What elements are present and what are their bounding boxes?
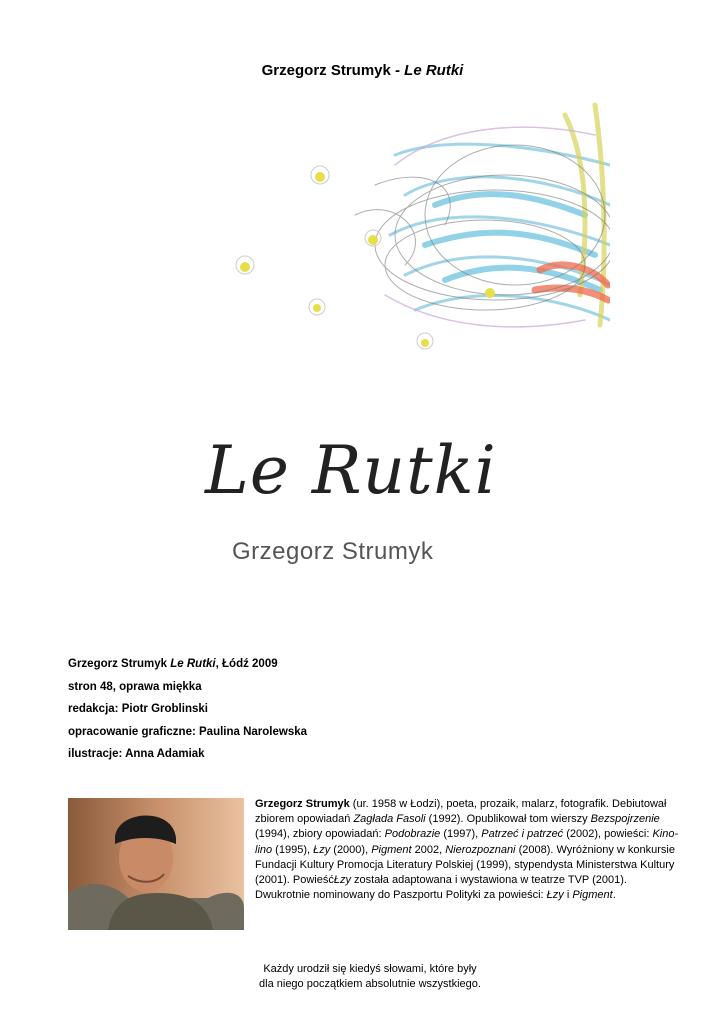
bio-text: (2002), powieści: — [563, 828, 653, 841]
bio-text: (1995), — [272, 843, 314, 856]
bio-text: (1994), zbiory opowiadań: — [255, 828, 385, 841]
bio-text: (2000), — [330, 843, 372, 856]
bio-work-title: Patrzeć i patrzeć — [481, 828, 564, 841]
page-title-book: Le Rutki — [404, 62, 464, 79]
author-bio — [255, 797, 685, 903]
bio-work-title: Łzy — [313, 843, 331, 856]
bio-work-title: Pigment — [371, 843, 412, 856]
bio-text: . — [612, 889, 616, 902]
bio-text: została adaptowana i wystawiona w teatrze TVP (2001). Dwukrotnie nominowany do Paszportu Polityki za powieści: — [255, 874, 627, 902]
bio-work-title: Bezspojrzenie — [590, 813, 660, 826]
quote-line-1: Każdy urodził się kiedyś słowami, które były — [263, 963, 477, 975]
bio-work-title: Zagłada Fasoli — [353, 813, 426, 826]
bio-work-title: Łzy — [333, 874, 351, 887]
details-design: opracowanie graficzne: Paulina Narolewska — [68, 725, 308, 738]
bio-text: 2002, — [411, 843, 446, 856]
cover-title: Le Rutki — [205, 432, 497, 509]
bio-text: (2008). Wyróżniony w konkursie Fundacji Kultury Promocja Literatury Polskiej (1999), stypendysta Ministerstwa Kultury (2001). Powieść — [255, 843, 675, 887]
details-place-year: , Łódź 2009 — [215, 658, 278, 670]
book-details — [68, 656, 468, 769]
details-line-title — [68, 656, 468, 679]
bio-text: (1997), — [440, 828, 482, 841]
cover-illustration — [205, 95, 610, 395]
bio-author-name: Grzegorz Strumyk — [255, 798, 350, 810]
page-title — [0, 62, 725, 79]
bio-text: i — [563, 889, 573, 902]
bio-work-title: Kino-lino — [255, 828, 679, 856]
bio-text: (1992). Opublikował tom wierszy — [425, 813, 591, 826]
details-book: Le Rutki — [170, 658, 216, 670]
bio-work-title: Pigment — [572, 889, 613, 902]
quote-line-2: dla niego początkiem absolutnie wszystkiego. — [259, 978, 481, 990]
cover-author: Grzegorz Strumyk — [232, 538, 434, 565]
author-photo — [68, 798, 244, 930]
bio-work-title: Podobrazie — [384, 828, 441, 841]
bio-work-title: Łzy — [546, 889, 564, 902]
details-illustrations: ilustracje: Anna Adamiak — [68, 748, 205, 760]
closing-quote — [0, 962, 725, 992]
bio-work-title: Nierozpoznani — [445, 843, 516, 856]
details-author: Grzegorz Strumyk — [68, 658, 171, 670]
details-pages: stron 48, oprawa miękka — [68, 680, 202, 693]
bio-text: (ur. 1958 w Łodzi), poeta, prozaik, malarz, fotografik. Debiutował zbiorem opowiadań — [255, 798, 667, 826]
details-editor: redakcja: Piotr Groblinski — [68, 703, 208, 715]
page-title-author: Grzegorz Strumyk - — [261, 62, 405, 79]
